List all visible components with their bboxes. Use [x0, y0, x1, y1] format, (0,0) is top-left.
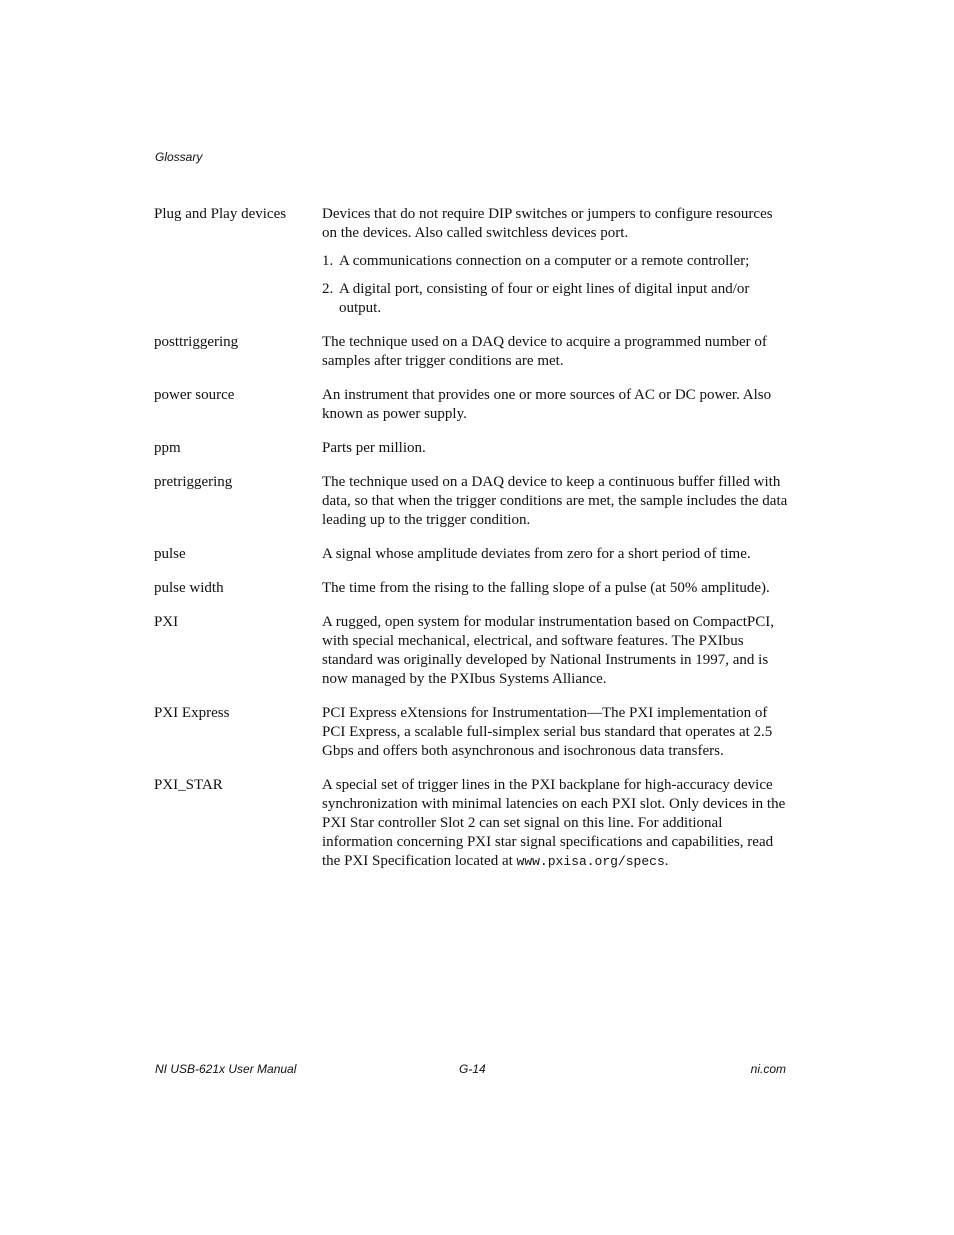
glossary-entry: [154, 386, 788, 424]
glossary-term: posttriggering: [154, 334, 239, 350]
glossary-definition: [322, 205, 788, 318]
footer-page-number: G-14: [459, 1062, 486, 1076]
glossary-entry: [154, 473, 788, 530]
definition-text: A special set of trigger lines in the PXI backplane for high-accuracy device synchronization with minimal latencies on each PXI slot. Only devices in the PXI Star controller Slot 2 can set signal on this line. For additional information concerning PXI star signal specifications and capabilities, read the PXI Specification located at: [322, 777, 786, 869]
definition-text: Devices that do not require DIP switches or jumpers to configure resources on the devices. Also called switchless devices port.: [322, 206, 773, 241]
list-text: A communications connection on a computer or a remote controller;: [339, 253, 750, 269]
glossary-definition: A signal whose amplitude deviates from zero for a short period of time.: [322, 546, 751, 562]
spec-link[interactable]: www.pxisa.org/specs: [516, 854, 665, 869]
section-header: Glossary: [155, 150, 203, 164]
glossary-term: PXI_STAR: [154, 777, 223, 793]
footer-manual-title: NI USB-621x User Manual: [155, 1062, 297, 1076]
list-number: 1.: [322, 253, 334, 269]
glossary-definition: An instrument that provides one or more sources of AC or DC power. Also known as power supply.: [322, 387, 772, 422]
glossary-definition: PCI Express eXtensions for Instrumentation—The PXI implementation of PCI Express, a scalable full-simplex serial bus standard that operates at 2.5 Gbps and offers both asynchronous and isochronous data transfers.: [322, 705, 773, 759]
definition-suffix: .: [664, 853, 669, 869]
glossary-term: Plug and Play devices: [154, 206, 287, 222]
glossary-entry: [154, 613, 788, 689]
glossary-entry: [154, 205, 788, 318]
glossary-entries: [154, 205, 788, 886]
glossary-entry: [154, 776, 788, 871]
glossary-definition: [322, 776, 788, 871]
glossary-definition: A rugged, open system for modular instrumentation based on CompactPCI, with special mechanical, electrical, and software features. The PXIbus standard was originally developed by National Instruments in 1997, and is now managed by the PXIbus Systems Alliance.: [322, 614, 775, 687]
glossary-definition: The technique used on a DAQ device to keep a continuous buffer filled with data, so that when the trigger conditions are met, the sample includes the data leading up to the trigger condition.: [322, 474, 788, 528]
glossary-term: power source: [154, 387, 235, 403]
footer-site: ni.com: [750, 1062, 786, 1076]
glossary-entry: [154, 579, 788, 598]
glossary-term: ppm: [154, 440, 181, 456]
list-number: 2.: [322, 281, 334, 297]
glossary-definition: Parts per million.: [322, 440, 426, 456]
glossary-entry: [154, 704, 788, 761]
glossary-entry: [154, 545, 788, 564]
glossary-definition: The time from the rising to the falling slope of a pulse (at 50% amplitude).: [322, 580, 770, 596]
glossary-term: pulse width: [154, 580, 224, 596]
glossary-term: PXI: [154, 614, 179, 630]
glossary-entry: [154, 333, 788, 371]
glossary-entry: [154, 439, 788, 458]
list-text: A digital port, consisting of four or eight lines of digital input and/or output.: [339, 281, 750, 316]
glossary-term: pretriggering: [154, 474, 233, 490]
glossary-term: PXI Express: [154, 705, 230, 721]
glossary-term: pulse: [154, 546, 186, 562]
list-item: [322, 252, 788, 271]
glossary-definition: The technique used on a DAQ device to acquire a programmed number of samples after trigger conditions are met.: [322, 334, 767, 369]
list-item: [322, 280, 788, 318]
